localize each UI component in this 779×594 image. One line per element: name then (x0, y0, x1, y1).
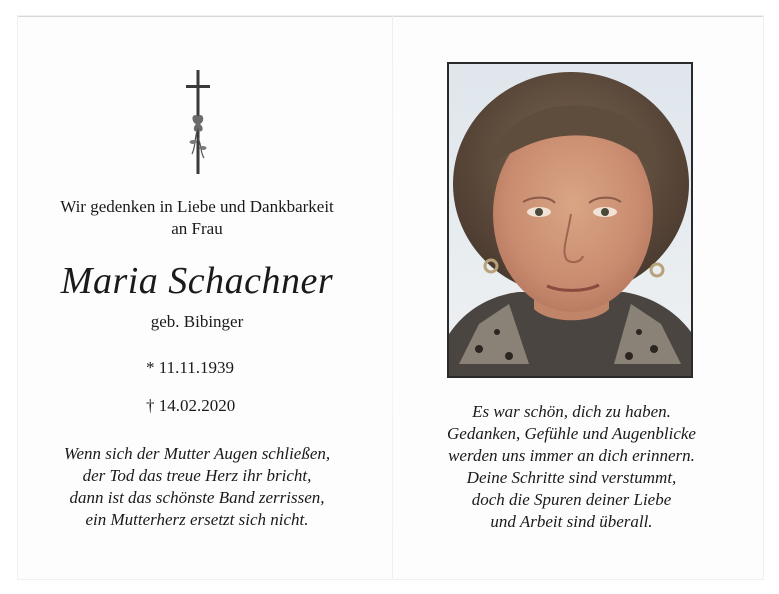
poem-line: dann ist das schönste Band zerrissen, (69, 488, 325, 507)
poem-line: Gedanken, Gefühle und Augenblicke (447, 424, 696, 443)
poem-line: der Tod das treue Herz ihr bricht, (82, 466, 312, 485)
portrait-illustration (449, 64, 691, 376)
intro-line-1: Wir gedenken in Liebe und Dankbarkeit (60, 197, 334, 216)
death-date: † 14.02.2020 (146, 396, 236, 415)
birth-date: * 11.11.1939 (146, 358, 234, 377)
left-page (18, 16, 392, 578)
poem-line: doch die Spuren deiner Liebe (471, 490, 672, 509)
maiden-name: geb. Bibinger (150, 312, 244, 331)
poem-line: ein Mutterherz ersetzt sich nicht. (85, 510, 309, 529)
right-page (393, 16, 763, 578)
left-poem (18, 443, 376, 531)
cross-with-rose-icon (182, 68, 214, 178)
poem-line: Es war schön, dich zu haben. (472, 402, 671, 421)
poem-line: werden uns immer an dich erinnern. (448, 446, 695, 465)
poem-line: Wenn sich der Mutter Augen schließen, (63, 444, 331, 463)
right-poem (393, 401, 750, 533)
deceased-name: Maria Schachner (60, 260, 334, 302)
intro-line-2: an Frau (171, 219, 223, 238)
poem-line: und Arbeit sind überall. (490, 512, 653, 531)
poem-line: Deine Schritte sind verstummt, (466, 468, 677, 487)
portrait-photo (447, 62, 693, 378)
